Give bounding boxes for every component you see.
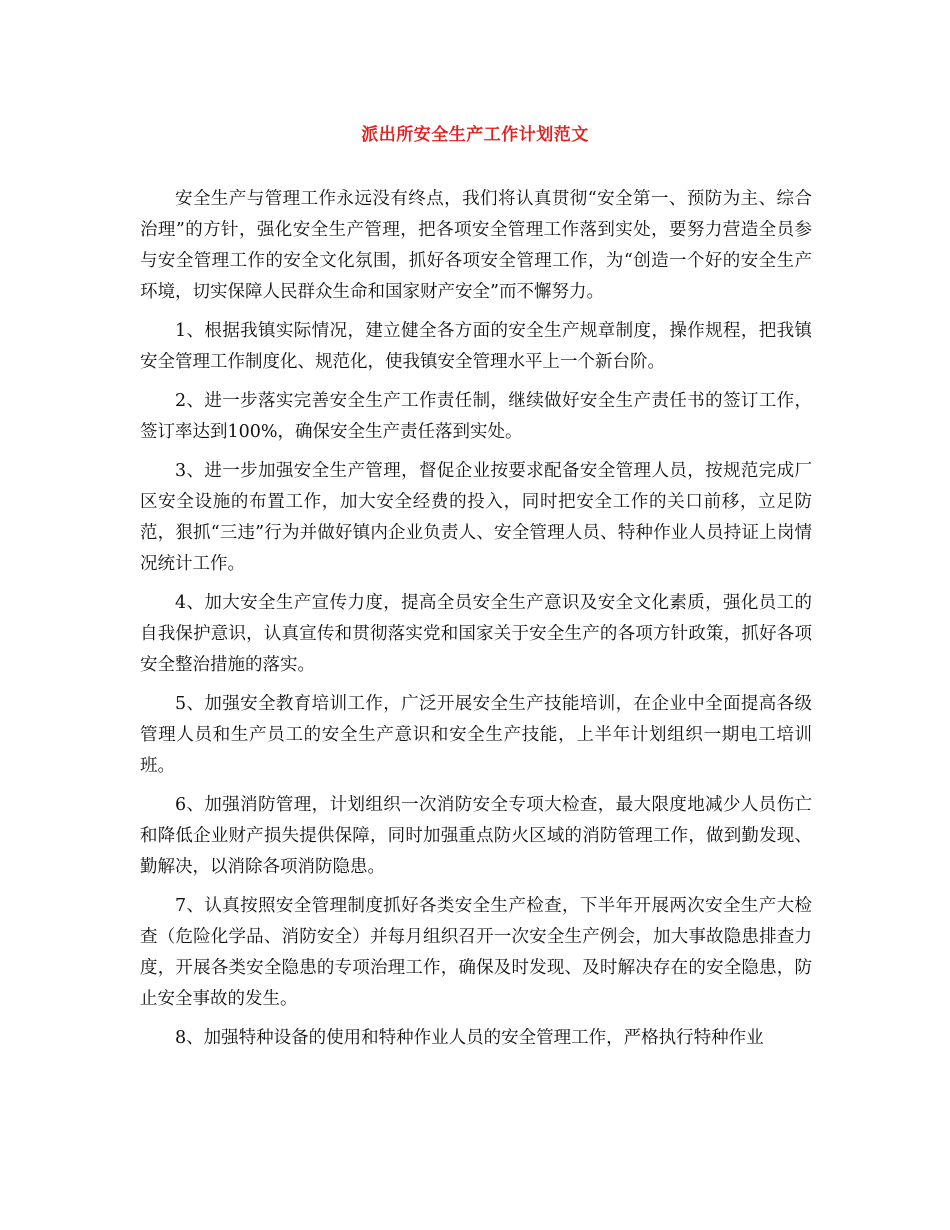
paragraph-item-7: 7、认真按照安全管理制度抓好各类安全生产检查，下半年开展两次安全生产大检查（危险化学品、消防安全）并每月组织召开一次安全生产例会，加大事故隐患排查力度，开展各类安全隐患的专项治理工作，确保及时发现、及时解决存在的安全隐患，防止安全事故的发生。 xyxy=(140,896,812,1009)
paragraph-item-8: 8、加强特种设备的使用和特种作业人员的安全管理工作，严格执行特种作业 xyxy=(175,1028,764,1048)
paragraph-item-5: 5、加强安全教育培训工作，广泛开展安全生产技能培训，在企业中全面提高各级管理人员和生产员工的安全生产意识和安全生产技能，上半年计划组织一期电工培训班。 xyxy=(140,694,812,776)
paragraph-item-1: 1、根据我镇实际情况，建立健全各方面的安全生产规章制度，操作规程，把我镇安全管理工作制度化、规范化，使我镇安全管理水平上一个新台阶。 xyxy=(140,321,812,372)
paragraph-item-6: 6、加强消防管理，计划组织一次消防安全专项大检查，最大限度地减少人员伤亡和降低企业财产损失提供保障，同时加强重点防火区域的消防管理工作，做到勤发现、勤解决，以消除各项消防隐患。 xyxy=(140,795,812,877)
paragraph-item-4: 4、加大安全生产宣传力度，提高全员安全生产意识及安全文化素质，强化员工的自我保护意识，认真宣传和贯彻落实党和国家关于安全生产的各项方针政策，抓好各项安全整治措施的落实。 xyxy=(140,593,812,675)
document-title: 派出所安全生产工作计划范文 xyxy=(361,125,589,145)
document-body xyxy=(140,184,812,1062)
intro-paragraph: 安全生产与管理工作永远没有终点，我们将认真贯彻“安全第一、预防为主、综合治理”的方针，强化安全生产管理，把各项安全管理工作落到实处，要努力营造全员参与安全管理工作的安全文化氛围，抓好各项安全管理工作，为“创造一个好的安全生产环境，切实保障人民群众生命和国家财产安全”而不懈努力。 xyxy=(140,189,812,302)
paragraph-item-2: 2、进一步落实完善安全生产工作责任制，继续做好安全生产责任书的签订工作，签订率达到100%，确保安全生产责任落到实处。 xyxy=(140,391,812,442)
paragraph-item-3: 3、进一步加强安全生产管理，督促企业按要求配备安全管理人员，按规范完成厂区安全设施的布置工作，加大安全经费的投入，同时把安全工作的关口前移，立足防范，狠抓“三违”行为并做好镇内企业负责人、安全管理人员、特种作业人员持证上岗情况统计工作。 xyxy=(140,461,812,574)
